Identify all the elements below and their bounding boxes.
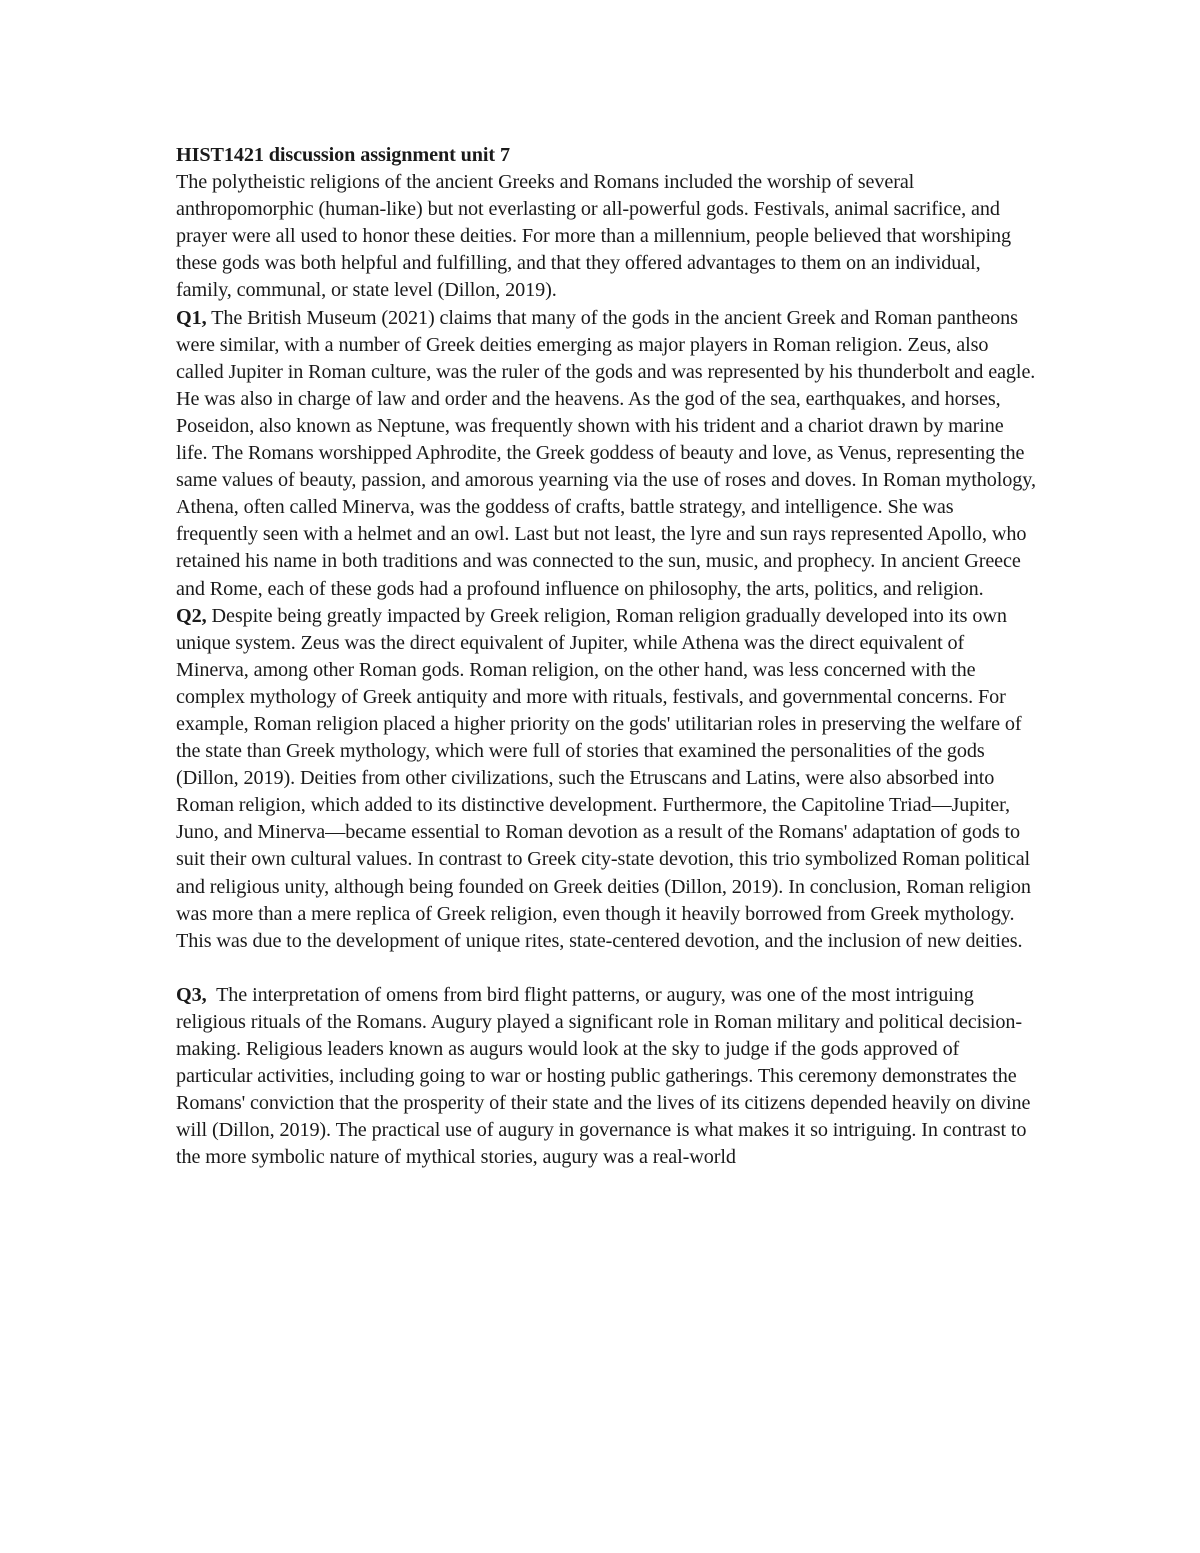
intro-paragraph: The polytheistic religions of the ancient Greeks and Romans included the worship of several anthropomorphic (human-like) but not everlasting or all-powerful gods. Festivals, animal sacrifice, and prayer were all used to honor these deities. For more than a millennium, people believed that worshiping these gods was both helpful and fulfilling, and that they offered advantages to them on an individual, family, communal, or state level (Dillon, 2019). bbox=[176, 171, 1012, 302]
document-body bbox=[176, 142, 1036, 1172]
document-title: HIST1421 discussion assignment unit 7 bbox=[176, 144, 510, 166]
q3-label: Q3, bbox=[176, 983, 207, 1006]
q3-text: The interpretation of omens from bird flight patterns, or augury, was one of the most intriguing religious rituals of the Romans. Augury played a significant role in Roman military and political decision-making. Religious leaders known as augurs would look at the sky to judge if the gods approved of particular activities, including going to war or hosting public gatherings. This ceremony demonstrates the Romans' conviction that the prosperity of their state and the lives of its citizens depended heavily on divine will (Dillon, 2019). The practical use of augury in governance is what makes it so intriguing. In contrast to the more symbolic nature of mythical stories, augury was a real-world bbox=[176, 983, 1036, 1169]
paragraph-spacer bbox=[176, 955, 1036, 982]
q1-paragraph bbox=[176, 305, 1036, 603]
q1-label: Q1, bbox=[176, 306, 207, 329]
q2-label: Q2, bbox=[176, 604, 207, 627]
q2-text: Despite being greatly impacted by Greek religion, Roman religion gradually developed into its own unique system. Zeus was the direct equivalent of Jupiter, while Athena was the direct equivalent of Minerva, among other Roman gods. Roman religion, on the other hand, was less concerned with the complex mythology of Greek antiquity and more with rituals, festivals, and governmental concerns. For example, Roman religion placed a higher priority on the gods' utilitarian roles in preserving the welfare of the state than Greek mythology, which were full of stories that examined the personalities of the gods (Dillon, 2019). Deities from other civilizations, such the Etruscans and Latins, were also absorbed into Roman religion, which added to its distinctive development. Furthermore, the Capitoline Triad—Jupiter, Juno, and Minerva—became essential to Roman devotion as a result of the Romans' adaptation of gods to suit their own cultural values. In contrast to Greek city-state devotion, this trio symbolized Roman political and religious unity, although being founded on Greek deities (Dillon, 2019). In conclusion, Roman religion was more than a mere replica of Greek religion, even though it heavily borrowed from Greek mythology. This was due to the development of unique rites, state-centered devotion, and the inclusion of new deities. bbox=[176, 604, 1031, 952]
q3-paragraph bbox=[176, 982, 1036, 1172]
q1-text: The British Museum (2021) claims that many of the gods in the ancient Greek and Roman pantheons were similar, with a number of Greek deities emerging as major players in Roman religion. Zeus, also called Jupiter in Roman culture, was the ruler of the gods and was represented by his thunderbolt and eagle. He was also in charge of law and order and the heavens. As the god of the sea, earthquakes, and horses, Poseidon, also known as Neptune, was frequently shown with his trident and a chariot drawn by marine life. The Romans worshipped Aphrodite, the Greek goddess of beauty and love, as Venus, representing the same values of beauty, passion, and amorous yearning via the use of roses and doves. In Roman mythology, Athena, often called Minerva, was the goddess of crafts, battle strategy, and intelligence. She was frequently seen with a helmet and an owl. Last but not least, the lyre and sun rays represented Apollo, who retained his name in both traditions and was connected to the sun, music, and prophecy. In ancient Greece and Rome, each of these gods had a profound influence on philosophy, the arts, politics, and religion. bbox=[176, 306, 1036, 600]
q2-paragraph bbox=[176, 603, 1036, 955]
